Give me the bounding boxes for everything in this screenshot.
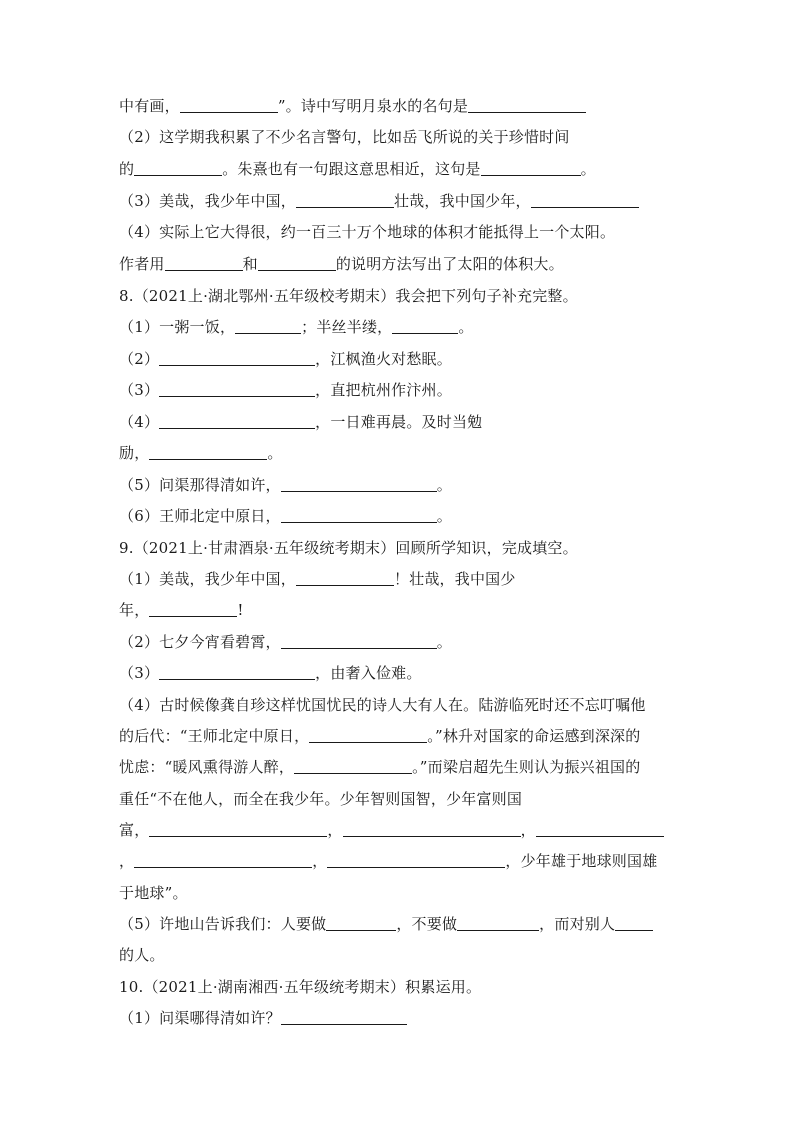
answer-blank[interactable] (615, 915, 653, 931)
answer-blank[interactable] (281, 476, 437, 492)
text-segment: ，少年雄于地球则国雄 (505, 852, 658, 870)
answer-blank[interactable] (258, 255, 336, 271)
text-segment: ， (312, 852, 328, 870)
text-segment: 。 (436, 507, 452, 525)
text-segment: ， (327, 821, 343, 839)
text-segment: 的人。 (119, 946, 165, 964)
text-segment: 。 (436, 476, 452, 494)
text-segment: 的说明方法写出了太阳的体积大。 (335, 255, 564, 273)
text-line (119, 506, 452, 526)
text-segment: ，直把杭州作汴州。 (315, 381, 452, 399)
text-line (119, 222, 615, 242)
text-segment: （2） (119, 350, 160, 368)
answer-blank[interactable] (235, 318, 301, 334)
text-segment: （1）美哉，我少年中国， (119, 570, 296, 588)
text-segment: 重任“不在他人，而全在我少年。少年智则国智，少年富则国 (119, 790, 523, 808)
text-segment: 的 (119, 160, 135, 178)
answer-blank[interactable] (159, 350, 315, 366)
text-line (119, 726, 640, 746)
text-segment: ! (237, 601, 244, 619)
answer-blank[interactable] (149, 821, 327, 837)
text-segment: （4）实际上它大得很，约一百三十万个地球的体积才能抵得上一个太阳。 (119, 223, 616, 241)
text-line (119, 443, 283, 463)
text-line (119, 977, 481, 997)
text-line (119, 883, 188, 903)
text-segment: （1）一粥一饭， (119, 318, 236, 336)
text-segment: ，由奢入俭难。 (315, 664, 422, 682)
answer-blank[interactable] (149, 444, 267, 460)
text-segment: 作者用 (119, 255, 165, 273)
text-line (119, 1008, 407, 1028)
text-segment: ， (119, 852, 135, 870)
text-segment: ，不要做 (396, 915, 458, 933)
answer-blank[interactable] (134, 160, 222, 176)
text-line (119, 569, 516, 589)
text-segment: 。”林升对国家的命运感到深深的 (427, 727, 641, 745)
text-segment: ，江枫渔火对愁眠。 (315, 350, 452, 368)
text-segment: （3）美哉，我少年中国， (119, 192, 296, 210)
text-segment: （2）这学期我积累了不少名言警句，比如岳飞所说的关于珍惜时间 (119, 128, 570, 146)
text-line (119, 412, 482, 432)
text-segment: 富， (119, 821, 150, 839)
answer-blank[interactable] (281, 633, 437, 649)
answer-blank[interactable] (159, 664, 315, 680)
answer-blank[interactable] (392, 318, 458, 334)
text-segment: 的后代：“王师北定中原日， (119, 727, 310, 745)
text-segment: ”。诗中写明月泉水的名句是 (277, 97, 469, 115)
text-line (119, 475, 452, 495)
text-line (119, 286, 578, 306)
answer-blank[interactable] (294, 758, 412, 774)
answer-blank[interactable] (159, 413, 315, 429)
text-segment: 。 (580, 160, 596, 178)
text-line (119, 600, 244, 620)
answer-blank[interactable] (159, 381, 315, 397)
answer-blank[interactable] (327, 852, 505, 868)
answer-blank[interactable] (281, 507, 437, 523)
text-segment: 。”而梁启超先生则认为振兴祖国的 (412, 758, 641, 776)
text-line (119, 695, 646, 715)
text-segment: （6）王师北定中原日， (119, 507, 281, 525)
text-line (119, 127, 570, 147)
answer-blank[interactable] (180, 97, 278, 113)
text-line (119, 254, 564, 274)
text-line (119, 663, 422, 683)
text-line (119, 757, 640, 777)
text-line (119, 820, 664, 840)
answer-blank[interactable] (309, 727, 427, 743)
text-line (119, 914, 653, 934)
text-segment: （1）问渠哪得清如许？ (119, 1009, 281, 1027)
answer-blank[interactable] (134, 852, 312, 868)
answer-blank[interactable] (149, 601, 237, 617)
text-segment: 中有画， (119, 97, 180, 115)
text-segment: 。 (458, 318, 474, 336)
text-segment: （5）问渠那得清如许， (119, 476, 281, 494)
answer-blank[interactable] (296, 570, 394, 586)
text-segment: 10.（2021上·湖南湘西·五年级统考期末）积累运用。 (119, 978, 482, 996)
text-segment: （2）七夕今宵看碧霄， (119, 633, 281, 651)
answer-blank[interactable] (326, 915, 396, 931)
answer-blank[interactable] (343, 821, 521, 837)
text-segment: ， (520, 821, 536, 839)
text-segment: 励， (119, 444, 150, 462)
answer-blank[interactable] (296, 192, 394, 208)
text-segment: 年， (119, 601, 150, 619)
text-segment: （3） (119, 664, 160, 682)
text-line (119, 191, 639, 211)
text-segment: （3） (119, 381, 160, 399)
answer-blank[interactable] (536, 821, 664, 837)
text-segment: 忧虑：“暖风熏得游人醉， (119, 758, 295, 776)
text-segment: ，而对别人 (539, 915, 616, 933)
answer-blank[interactable] (281, 1009, 407, 1025)
text-segment: 。朱熹也有一句跟这意思相近，这句是 (222, 160, 481, 178)
text-line (119, 349, 452, 369)
text-line (119, 789, 522, 809)
answer-blank[interactable] (457, 915, 539, 931)
answer-blank[interactable] (481, 160, 581, 176)
text-segment: （4） (119, 413, 160, 431)
text-line (119, 851, 657, 871)
text-line (119, 538, 578, 558)
text-segment: 。 (436, 633, 452, 651)
text-line (119, 159, 596, 179)
text-segment: ，一日难再晨。及时当勉 (315, 413, 483, 431)
text-segment: 9.（2021上·甘肃酒泉·五年级统考期末）回顾所学知识，完成填空。 (119, 539, 578, 557)
text-segment: （5）许地山告诉我们：人要做 (119, 915, 327, 933)
text-segment: 于地球”。 (119, 884, 188, 902)
text-line (119, 632, 452, 652)
text-segment: 。 (267, 444, 283, 462)
text-segment: （4）古时候像龚自珍这样忧国忧民的诗人大有人在。陆游临死时还不忘叮嘱他 (119, 696, 646, 714)
answer-blank[interactable] (468, 97, 586, 113)
text-segment: ！壮哉，我中国少 (393, 570, 516, 588)
text-line (119, 380, 452, 400)
text-segment: 和 (242, 255, 258, 273)
text-line (119, 317, 474, 337)
answer-blank[interactable] (165, 255, 243, 271)
answer-blank[interactable] (531, 192, 639, 208)
text-line (119, 945, 165, 965)
text-segment: 壮哉，我中国少年， (393, 192, 531, 210)
text-line (119, 96, 586, 116)
text-segment: ；半丝半缕， (301, 318, 393, 336)
text-segment: 8.（2021上·湖北鄂州·五年级校考期末）我会把下列句子补充完整。 (119, 287, 578, 305)
